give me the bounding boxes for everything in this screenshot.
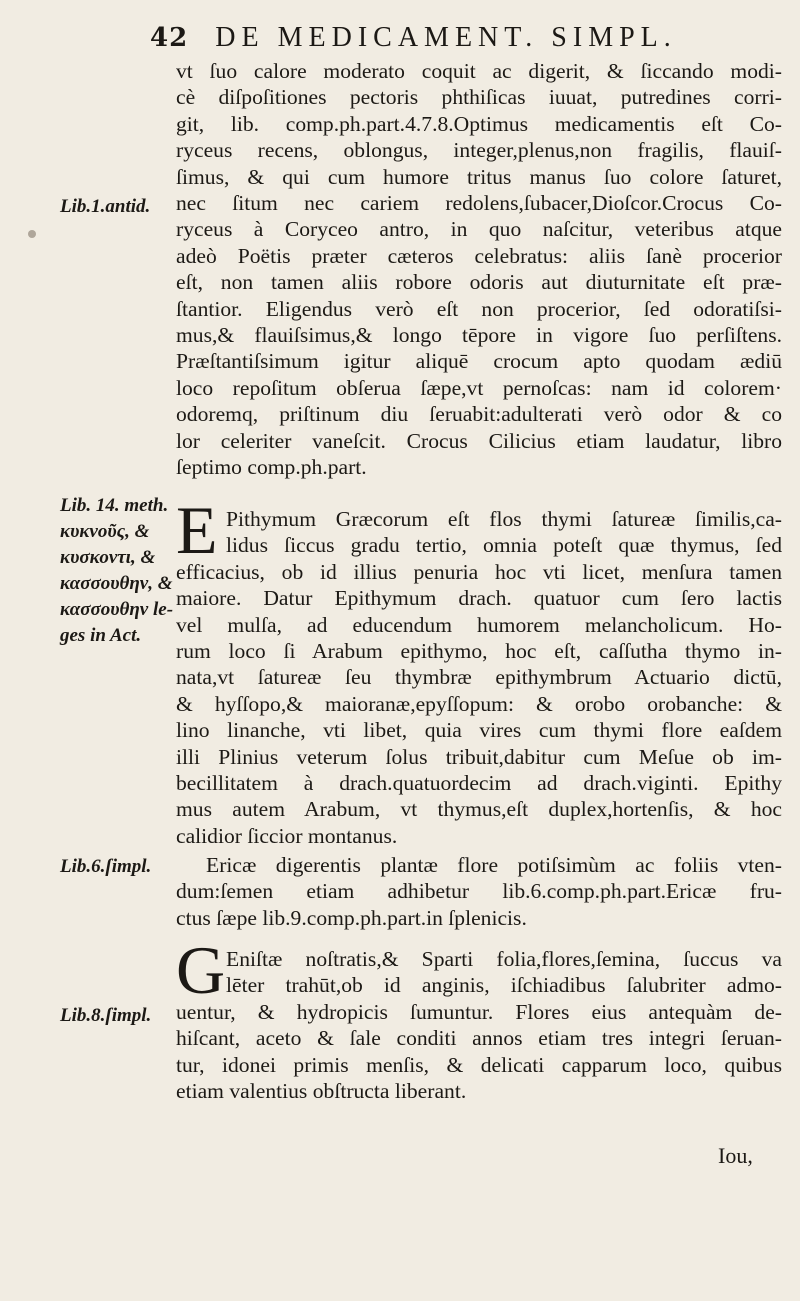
text-line: ryceus recens, oblongus, integer,plenus,non fragilis, flauiſ- [176, 138, 782, 163]
text-line: lidus ſiccus gradu tertio, omnia poteſt quæ thymus, ſed [226, 533, 782, 558]
text-line: eſt, non tamen aliis robore odoris aut diuturnitate eſt præ- [176, 270, 782, 295]
marginal-note [60, 854, 182, 880]
marginal-line: κασσουθην le- [60, 599, 174, 620]
marginal-line: κασσουθην, & [60, 573, 173, 594]
text-line: git, lib. comp.ph.part.4.7.8.Optimus medicamentis eſt Co- [176, 111, 782, 136]
catchword: Iou, [718, 1143, 753, 1168]
marginal-line: Lib. 14. meth. [60, 495, 169, 516]
marginal-note [60, 493, 182, 649]
text-line: ſtantior. Eligendus verò eſt non procerior, ſed odoratiſsi- [176, 296, 782, 321]
text-line: tur, idonei primis menſis, & delicati capparum loco, quibus [176, 1052, 782, 1077]
text-line: nec ſitum nec cariem redolens,ſubacer,Dioſcor.Crocus Co- [176, 191, 782, 216]
page-header [150, 22, 790, 60]
text-line: maiore. Datur Epithymum drach. quatuor cum ſero lactis [176, 586, 782, 611]
text-line: cè diſpoſitiones pectoris phthiſicas iuuat, putredines corri- [176, 85, 782, 110]
text-line: mus autem Arabum, vt thymus,eſt duplex,hortenſis, & hoc [176, 797, 782, 822]
text-line: etiam valentius obſtructa liberant. [176, 1079, 467, 1104]
marginal-note [60, 1003, 182, 1029]
marginal-line: κυκνοῦς, & [60, 521, 150, 542]
text-line: nata,vt ſatureæ ſeu thymbræ epithymbrum Actuario dictū, [176, 665, 782, 690]
text-line: vt ſuo calore moderato coquit ac digerit, & ſiccando modi- [176, 59, 782, 83]
text-line: Eniſtæ noſtratis,& Sparti folia,flores,ſemina, ſuccus va [226, 947, 782, 971]
paragraph-crocus [176, 58, 782, 481]
text-line: lēter trahūt,ob id anginis, iſchiadibus ſalubriter admo- [226, 973, 782, 998]
text-line: lino linanche, vti libet, quia vires cum thymi flore eaſdem [176, 718, 782, 743]
ink-blot [28, 230, 36, 238]
text-line: ſimus, & qui cum humore tritus manus ſuo colore ſaturet, [176, 164, 782, 189]
text-line: rum loco ſi Arabum epithymo, hoc eſt, caſſutha thymo in- [176, 639, 782, 664]
text-line: ſeptimo comp.ph.part. [176, 455, 367, 480]
marginal-line: ges in Act. [60, 625, 142, 646]
marginal-line: κυσκοντι, & [60, 547, 156, 568]
text-line: Præſtantiſsimum igitur aliquē crocum apto quodam ædiū [176, 349, 782, 374]
text-line: ryceus à Coryceo antro, in quo naſcitur, veteribus atque [176, 217, 782, 242]
text-line: becillitatem à drach.quatuordecim ad drach.viginti. Epithy [176, 771, 782, 796]
text-line: loco repoſitum obſerua ſæpe,vt pernoſcas: nam id colorem· [176, 375, 782, 400]
text-line: Pithymum Græcorum eſt flos thymi ſatureæ ſimilis,ca- [226, 507, 782, 531]
paragraph-erica [176, 852, 782, 931]
marginal-note [60, 194, 182, 220]
text-line: lor celeriter vaneſcit. Crocus Cilicius etiam laudatur, libro [176, 428, 782, 453]
text-line: illi Plinius veterum ſolus tribuit,dabitur cum Meſue ob im- [176, 744, 782, 769]
drop-cap-e: E [176, 492, 218, 568]
text-line: adeò Poëtis præter cæteros celebratus: aliis ſanè procerior [176, 243, 782, 268]
running-title: DE MEDICAMENT. SIMPL. [215, 22, 677, 53]
text-line: calidior ſiccior montanus. [176, 823, 398, 848]
text-line: hiſcant, aceto & ſale conditi annos etiam tres integri ſeruan- [176, 1026, 782, 1051]
text-line: ctus ſæpe lib.9.comp.ph.part.in ſplenicis. [176, 905, 527, 930]
text-line: & hyſſopo,& maioranæ,epyſſopum: & orobo orobanche: & [176, 691, 782, 716]
marginal-line: Lib.8.ſimpl. [60, 1005, 152, 1026]
paragraph-genista [176, 946, 782, 1104]
marginal-line: Lib.6.ſimpl. [60, 856, 152, 877]
paragraph-epithymum [176, 506, 782, 849]
page-number: 42 [150, 23, 189, 53]
marginal-line: Lib.1.antid. [60, 196, 151, 217]
text-line: odoremq, priſtinum diu ſeruabit:adulterati verò odor & co [176, 402, 782, 427]
text-line: mus,& flauiſsimus,& longo tēpore in vigore ſuo perſiſtens. [176, 323, 782, 348]
text-line: efficacius, ob id illius penuria hoc vti licet, menſura tamen [176, 559, 782, 584]
text-line: vel mulſa, ad educendum humorem melancholicum. Ho- [176, 612, 782, 637]
text-line: uentur, & hydropicis ſumuntur. Flores eius antequàm de- [176, 999, 782, 1024]
text-line: Ericæ digerentis plantæ flore potiſsimùm ac foliis vten- [206, 853, 782, 877]
text-line: dum:ſemen etiam adhibetur lib.6.comp.ph.part.Ericæ fru- [176, 879, 782, 904]
drop-cap-g: G [176, 932, 226, 1008]
